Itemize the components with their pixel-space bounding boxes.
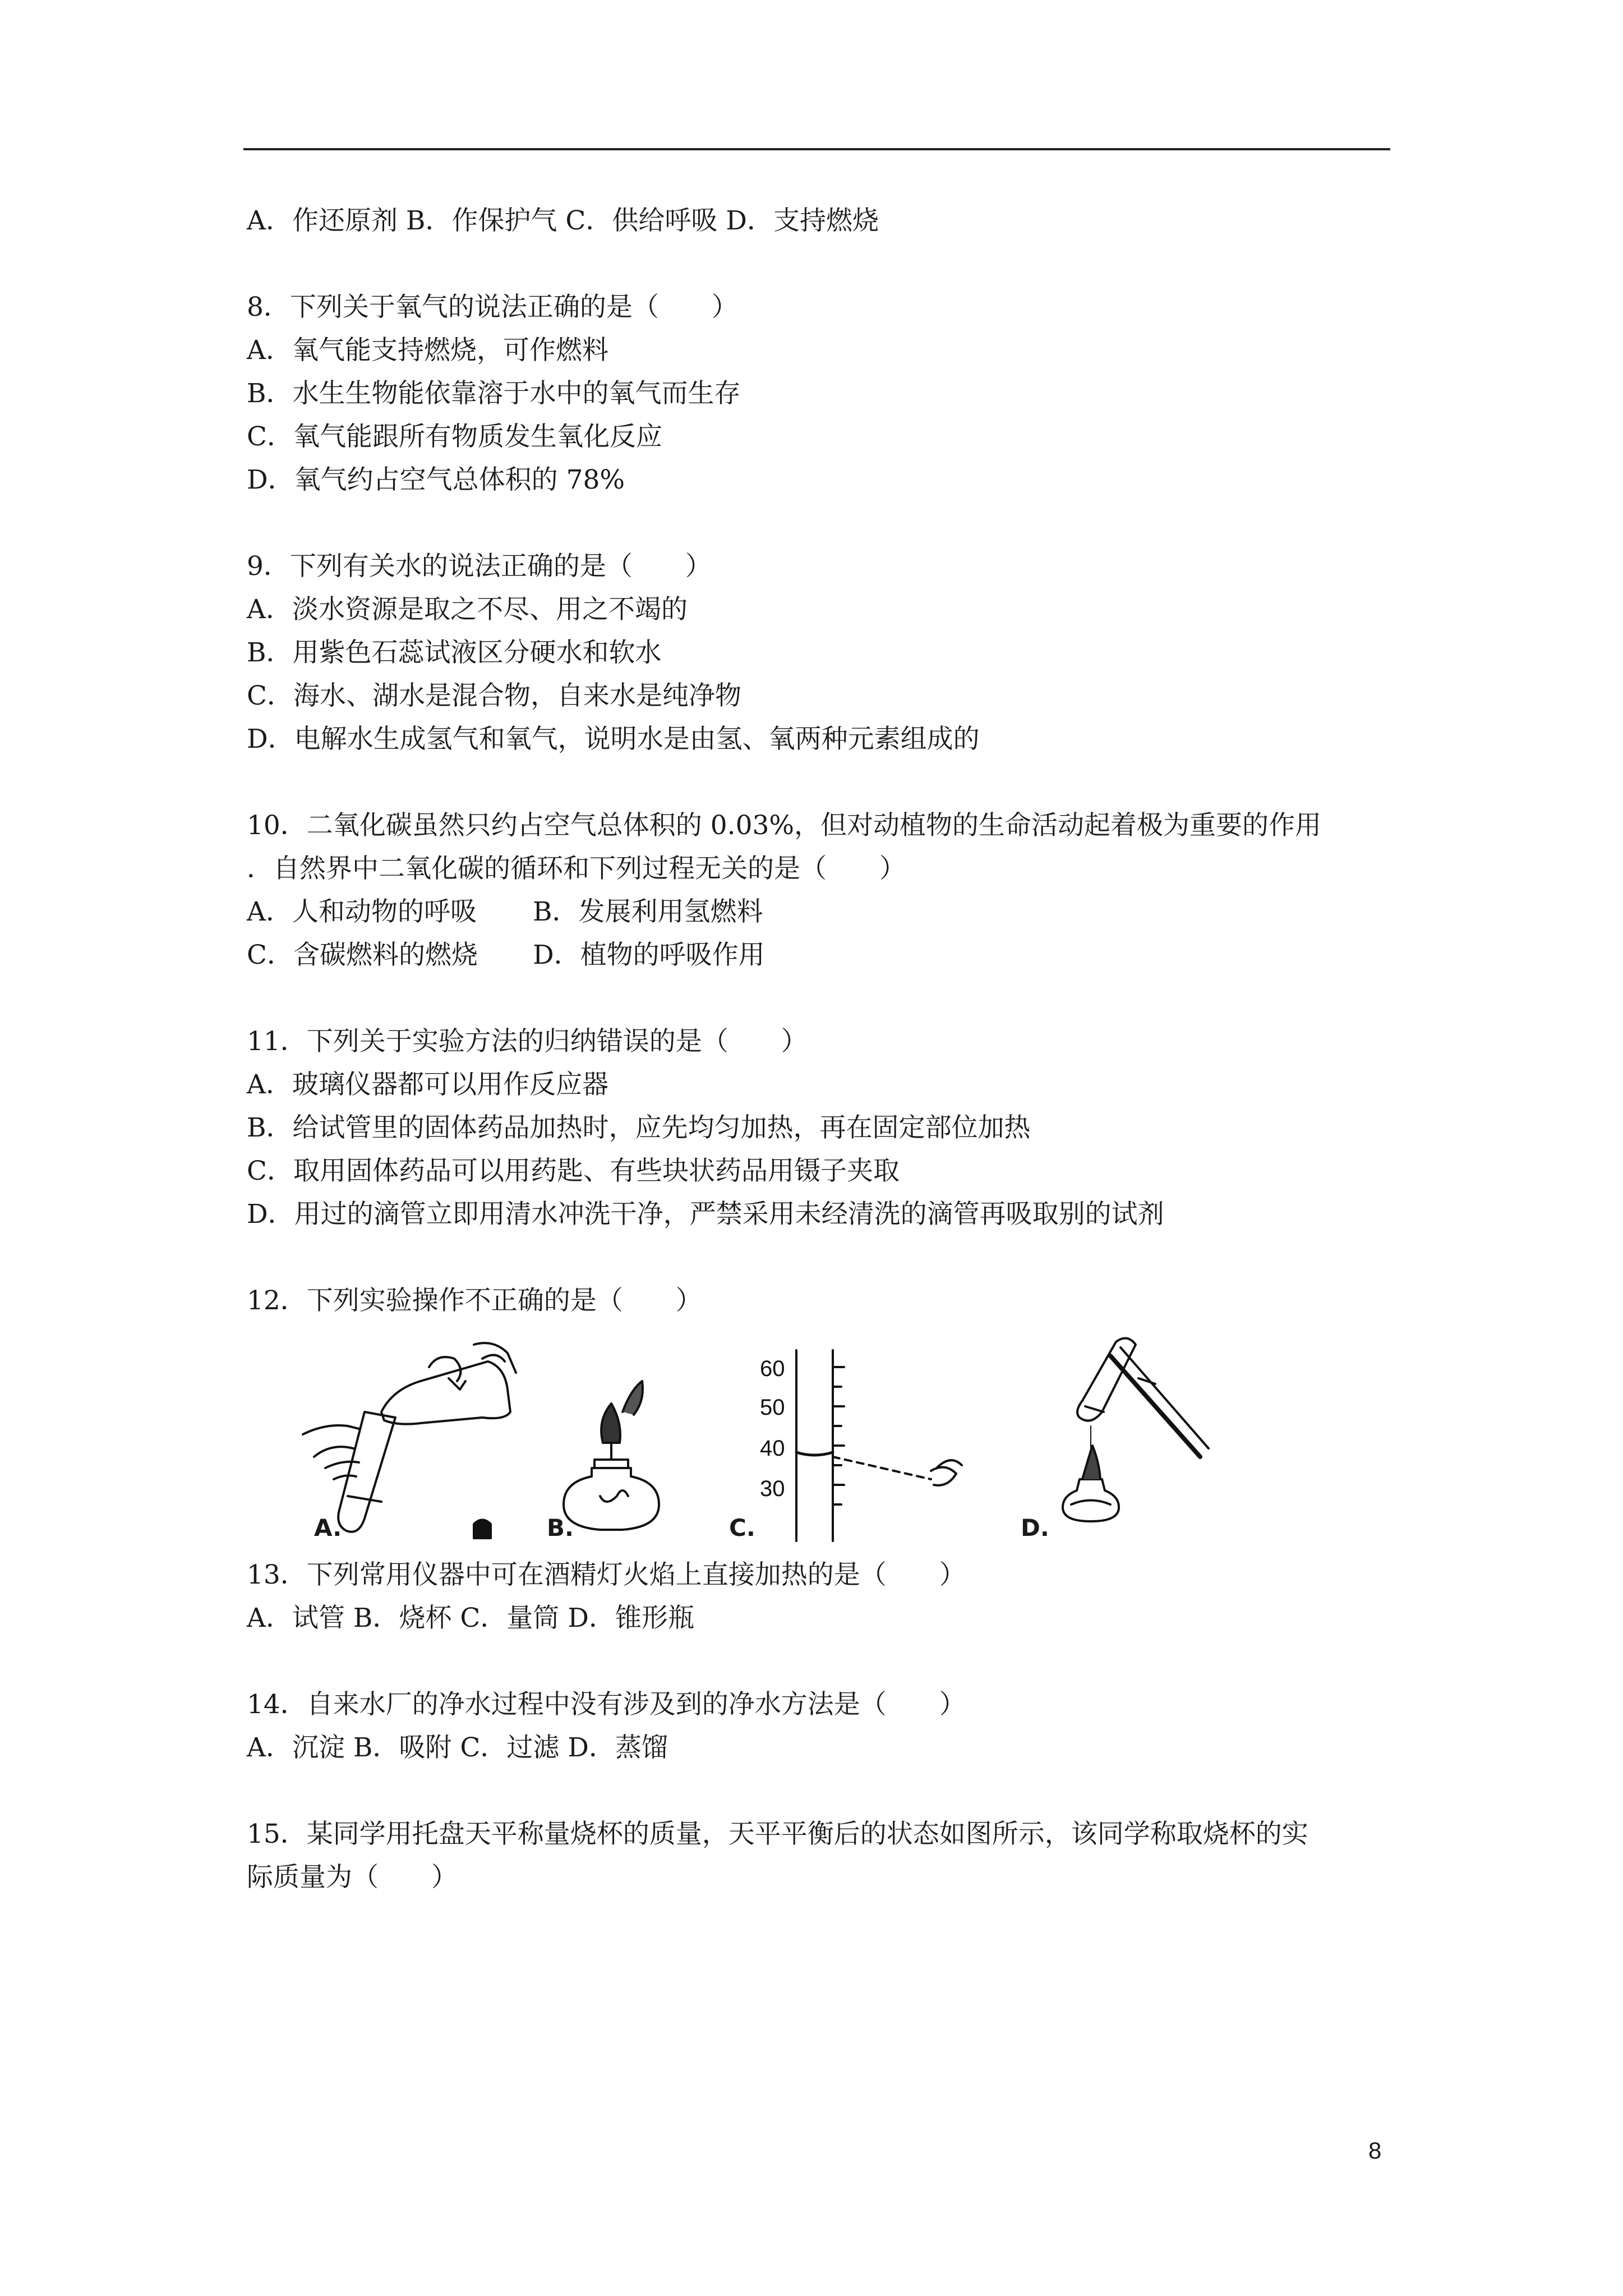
figure-label-c: C. [729, 1514, 755, 1542]
q12-figure-row [280, 1328, 1301, 1547]
q11-stem: 11．下列关于实验方法的归纳错误的是（ ） [247, 1026, 808, 1057]
tube-holder-icon [1110, 1356, 1200, 1457]
q7-options: A．作还原剂 B．作保护气 C．供给呼吸 D．支持燃烧 [247, 205, 879, 236]
q15-block [247, 1812, 1391, 1899]
q12-figures-svg [280, 1328, 1301, 1547]
q13-options: A．试管 B．烧杯 C．量筒 D．锥形瓶 [247, 1603, 694, 1634]
q9-block [247, 545, 1391, 761]
q15-stem-line2: 际质量为（ ） [247, 1862, 458, 1893]
flame-icon [601, 1404, 620, 1443]
q15-stem-line1: 15．某同学用托盘天平称量烧杯的质量，天平平衡后的状态如图所示，该同学称取烧杯的实 [247, 1819, 1308, 1849]
cylinder-tick-50: 50 [760, 1395, 785, 1420]
q11-option-b: B．给试管里的固体药品加热时，应先均匀加热，再在固定部位加热 [247, 1112, 1031, 1143]
page-content [247, 199, 1391, 1942]
q10-option-a: A．人和动物的呼吸 [247, 896, 477, 927]
q9-option-a: A．淡水资源是取之不尽、用之不竭的 [247, 594, 688, 625]
q14-stem: 14．自来水厂的净水过程中没有涉及到的净水方法是（ ） [247, 1689, 966, 1720]
q11-block [247, 1020, 1391, 1236]
q8-option-a: A．氧气能支持燃烧，可作燃料 [247, 335, 608, 366]
figure-a-pouring [303, 1343, 516, 1532]
q8-stem: 8．下列关于氧气的说法正确的是（ ） [247, 292, 738, 323]
q10-option-c: C．含碳燃料的燃烧 [247, 940, 478, 970]
q11-option-d: D．用过的滴管立即用清水冲洗干净，严禁采用未经清洗的滴管再吸取别的试剂 [247, 1199, 1164, 1230]
page-number: 8 [1368, 2137, 1382, 2164]
figure-b-alcohol-lamp [564, 1381, 659, 1530]
q8-option-d: D．氧气约占空气总体积的 78% [247, 464, 625, 495]
q12-block [247, 1279, 1391, 1547]
q14-options: A．沉淀 B．吸附 C．过滤 D．蒸馏 [247, 1732, 668, 1763]
q10-stem-line2: ．自然界中二氧化碳的循环和下列过程无关的是（ ） [247, 853, 906, 884]
heated-test-tube-icon [1077, 1338, 1136, 1421]
q10-option-b: B．发展利用氢燃料 [533, 896, 763, 927]
q9-option-c: C．海水、湖水是混合物，自来水是纯净物 [247, 680, 741, 711]
reagent-bottle-icon [381, 1361, 510, 1424]
figure-c-cylinder-reading [796, 1350, 962, 1541]
test-tube-icon [338, 1412, 395, 1532]
q13-block [247, 1553, 1391, 1640]
header-rule [243, 148, 1390, 150]
q10-stem-line1: 10．二氧化碳虽然只约占空气总体积的 0.03%，但对动植物的生命活动起着极为重要的作用 [247, 810, 1322, 841]
figure-label-a: A. [314, 1514, 342, 1542]
q10-block [247, 804, 1391, 977]
q14-block [247, 1683, 1391, 1769]
q7-block [247, 199, 1391, 242]
q11-option-a: A．玻璃仪器都可以用作反应器 [247, 1069, 608, 1100]
q12-stem: 12．下列实验操作不正确的是（ ） [247, 1285, 702, 1316]
cylinder-tick-40: 40 [760, 1436, 785, 1461]
cylinder-tick-60: 60 [760, 1356, 785, 1381]
figure-label-b: B. [547, 1514, 574, 1542]
q9-stem: 9．下列有关水的说法正确的是（ ） [247, 551, 712, 582]
q8-block [247, 286, 1391, 501]
q11-option-c: C．取用固体药品可以用药匙、有些块状药品用镊子夹取 [247, 1156, 900, 1186]
q10-options-row2 [247, 933, 1391, 977]
figure-label-d: D. [1021, 1514, 1049, 1542]
figure-d-heating-tube [1063, 1338, 1209, 1521]
q8-option-c: C．氧气能跟所有物质发生氧化反应 [247, 421, 662, 452]
q10-options-row1 [247, 890, 1391, 933]
q9-option-b: B．用紫色石蕊试液区分硬水和软水 [247, 637, 662, 668]
alcohol-lamp-icon [564, 1468, 659, 1530]
q13-stem: 13．下列常用仪器中可在酒精灯火焰上直接加热的是（ ） [247, 1559, 966, 1590]
q10-option-d: D．植物的呼吸作用 [533, 940, 765, 970]
q9-option-d: D．电解水生成氢气和氧气，说明水是由氢、氧两种元素组成的 [247, 724, 980, 754]
q8-option-b: B．水生生物能依靠溶于水中的氧气而生存 [247, 378, 741, 409]
cap-icon [474, 1520, 491, 1539]
cylinder-tick-30: 30 [760, 1476, 785, 1501]
